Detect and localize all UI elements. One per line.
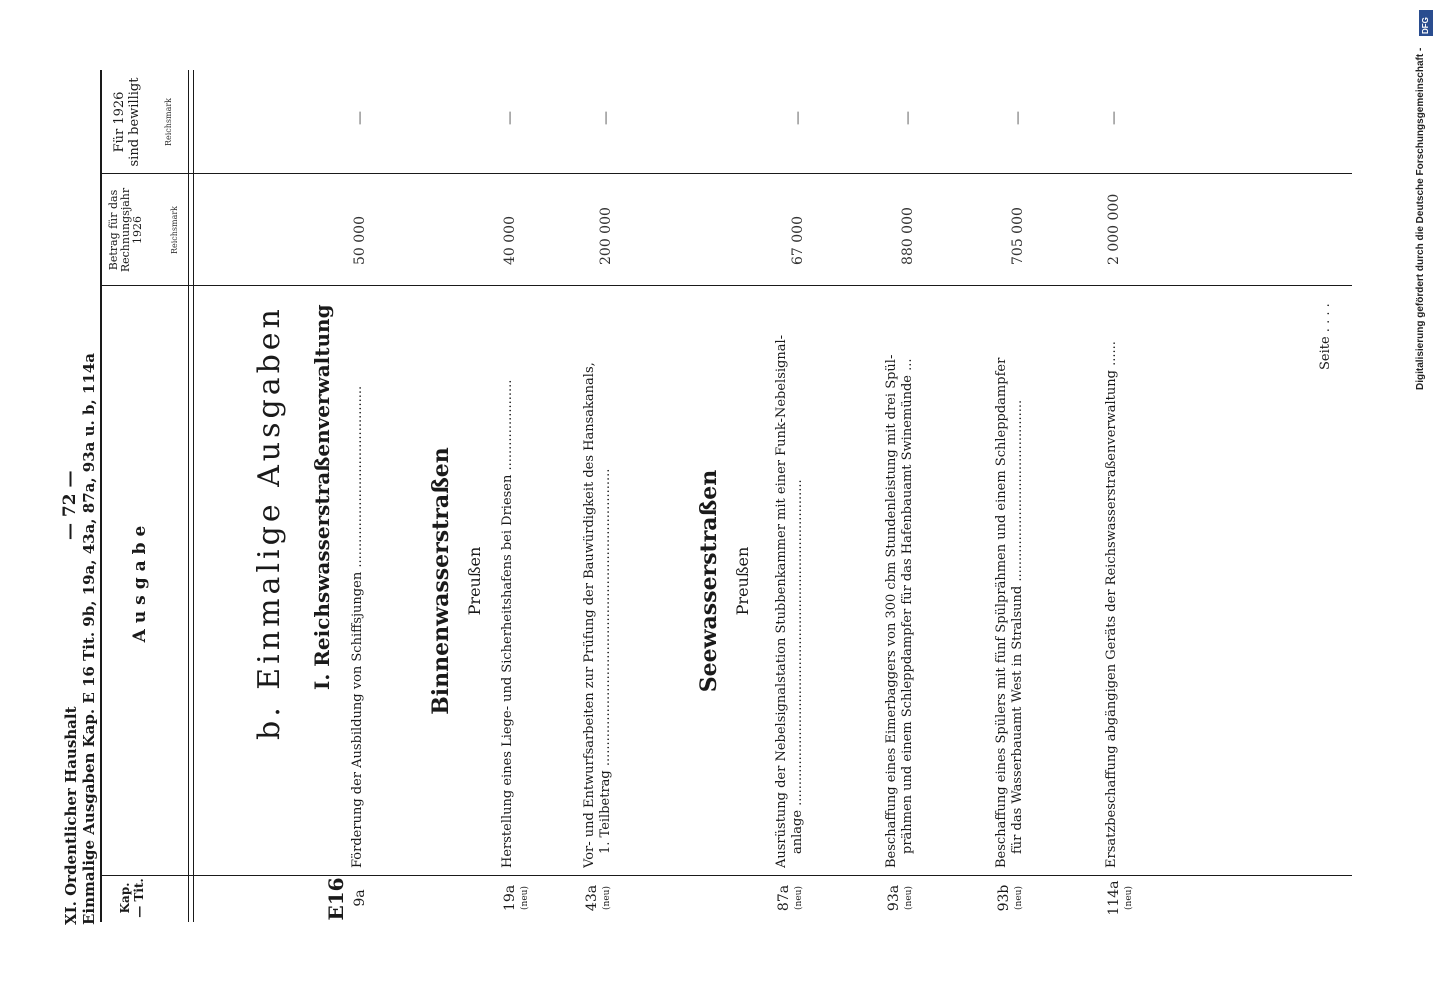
table-head-rule [188, 70, 189, 922]
col-head-betrag-l3: 1926 [131, 216, 144, 244]
amount-87a: 67 000 [790, 216, 806, 265]
region-binnen: Preußen [465, 546, 484, 616]
item-93a-line1: Beschaffung eines Eimerbaggers von 300 cbm Stundenleistung mit drei Spül- [884, 354, 899, 868]
item-9a-text: Förderung der Ausbildung von Schiffsjungen ............................................ [350, 385, 365, 868]
col-rule-kap [100, 875, 1352, 876]
region-see: Preußen [733, 546, 752, 616]
col-head-bewilligt [112, 70, 173, 174]
tit-93b: 93b [996, 884, 1012, 912]
approved-19a: — [502, 111, 518, 125]
neu-93a: (neu) [904, 886, 914, 910]
item-93b-line1: Beschaffung eines Spülers mit fünf Spülprähmen und einem Schleppdampfer [994, 357, 1009, 868]
amount-9a: 50 000 [352, 216, 368, 265]
header-line1: XI. Ordentlicher Haushalt [62, 706, 80, 925]
neu-114a: (neu) [1124, 886, 1134, 910]
amount-114a: 2 000 000 [1106, 193, 1122, 265]
col-head-bewilligt-unit: Reichsmark [164, 97, 173, 147]
neu-43a: (neu) [602, 886, 612, 910]
amount-19a: 40 000 [502, 216, 518, 265]
col-head-betrag [108, 174, 179, 286]
item-43a-line2: 1. Teilbetrag ........................................................................ [598, 468, 613, 854]
col-head-bewilligt-l1: Für 1926 [112, 91, 127, 153]
col-head-bewilligt-l2: sind bewilligt [127, 77, 142, 167]
table-top-rule [100, 70, 102, 922]
dfg-logo [1419, 10, 1433, 36]
col-head-betrag-unit: Reichsmark [170, 205, 179, 255]
tit-43a: 43a [584, 884, 600, 912]
col-head-ausgabe: Ausgabe [130, 519, 150, 643]
digitization-note: Digitalisierung gefördert durch die Deutsche Forschungsgemeinschaft - [1415, 47, 1426, 390]
item-43a-line1: Vor- und Entwurfsarbeiten zur Prüfung der Bauwürdigkeit des Hansakanals, [582, 362, 597, 868]
section-subtitle: I. Reichswasserstraßenverwaltung [310, 304, 334, 690]
item-114a-text: Ersatzbeschaffung abgängigen Geräts der Reichswasserstraßenverwaltung ...... [1104, 341, 1119, 868]
neu-87a: (neu) [794, 886, 804, 910]
item-19a-text: Herstellung eines Liege- und Sicherheitshafens bei Driesen ...................... [500, 379, 515, 868]
col-head-betrag-l1: Betrag für das [107, 189, 120, 271]
col-head-betrag-l2: Rechnungsjahr [119, 187, 132, 273]
item-93a-line2: prähmen und einem Schleppdampfer für das Hafenbauamt Swinemünde ... [900, 358, 915, 854]
heading-see: Seewasserstraßen [696, 469, 722, 693]
page-number: — 72 — [60, 470, 80, 540]
item-93b-line2: für das Wasserbauamt West in Stralsund ............................................ [1010, 399, 1025, 854]
approved-93a: — [900, 111, 916, 125]
item-87a-line2: anlage ............................................................................... [790, 479, 805, 854]
approved-93b: — [1010, 111, 1026, 125]
heading-binnen: Binnenwasserstraßen [428, 447, 454, 715]
amount-93a: 880 000 [900, 207, 916, 265]
neu-93b: (neu) [1014, 886, 1024, 910]
tit-9a: 9a [352, 889, 368, 907]
approved-43a: — [598, 111, 614, 125]
item-87a-line1: Ausrüstung der Nebelsignalstation Stubbenkammer mit einer Funk-Nebelsignal- [774, 334, 789, 868]
approved-87a: — [790, 111, 806, 125]
table-head-rule-2 [193, 70, 194, 922]
col-head-kap: Kap. — Tit. [118, 878, 146, 918]
header-line2: Einmalige Ausgaben Kap. E 16 Tit. 9b, 19a, 43a, 87a, 93a u. b, 114a [80, 353, 98, 925]
tit-87a: 87a [776, 884, 792, 912]
section-title: b. Einmalige Ausgaben [252, 305, 287, 740]
tit-93a: 93a [886, 884, 902, 912]
amount-43a: 200 000 [598, 207, 614, 265]
amount-93b: 705 000 [1010, 207, 1026, 265]
col-rule-betrag [100, 173, 1352, 174]
neu-19a: (neu) [520, 886, 530, 910]
kap-label: E16 [324, 877, 348, 921]
seite-footer: Seite . . . . [1318, 303, 1333, 370]
approved-9a: — [352, 111, 368, 125]
col-rule-ausgabe [100, 285, 1352, 286]
dfg-logo-text: DFG [1421, 17, 1430, 34]
tit-114a: 114a [1106, 880, 1122, 916]
tit-19a: 19a [502, 884, 518, 912]
approved-114a: — [1106, 111, 1122, 125]
